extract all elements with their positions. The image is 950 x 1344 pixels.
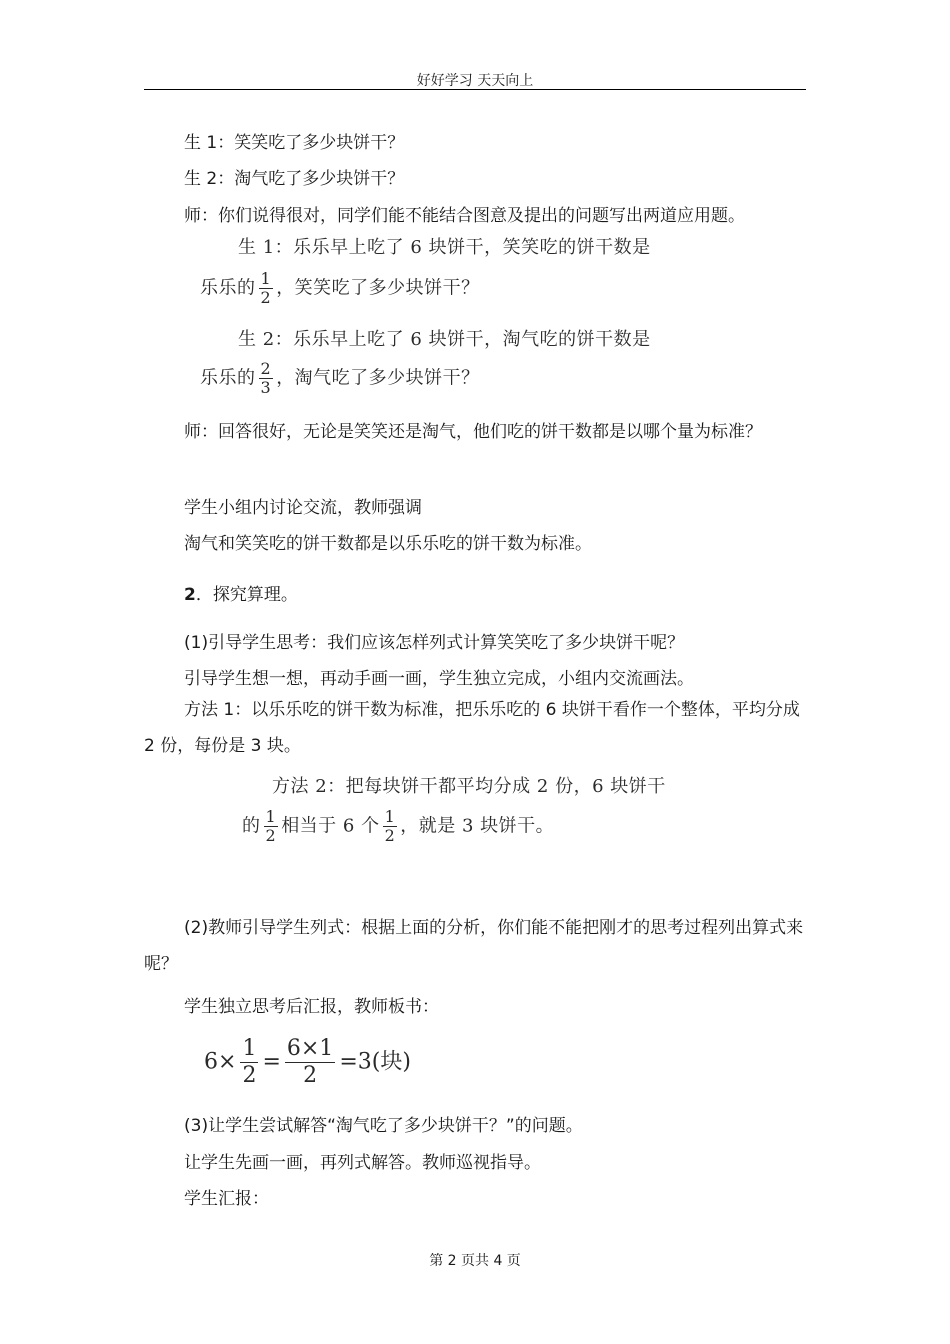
teacher-question-standard: 师：回答很好，无论是笑笑还是淘气，他们吃的饼干数都是以哪个量为标准？ bbox=[184, 422, 762, 442]
step1-question: (1)引导学生思考：我们应该怎样列式计算笑笑吃了多少块饼干呢？ bbox=[184, 633, 685, 653]
text-segment: 乐乐的 bbox=[200, 367, 256, 389]
step3-guidance: 让学生先画一画，再列式解答。教师巡视指导。 bbox=[184, 1153, 541, 1173]
fraction-two-thirds bbox=[259, 360, 274, 397]
equals-sign: = bbox=[262, 1049, 281, 1075]
section-title: ．探究算理。 bbox=[195, 585, 298, 605]
method2-line1: 方法 2：把每块饼干都平均分成 2 份，6 块饼干 bbox=[272, 776, 666, 797]
student2-question: 生 2：淘气吃了多少块饼干？ bbox=[184, 169, 405, 189]
method1-text: 方法 1：以乐乐吃的饼干数为标准，把乐乐吃的 6 块饼干看作一个整体，平均分成 2 份，每份是 3 块。 bbox=[144, 700, 800, 756]
formula-fraction bbox=[240, 1036, 258, 1089]
fraction-numerator: 1 bbox=[242, 1036, 257, 1061]
fraction-denominator: 2 bbox=[384, 826, 396, 845]
scanned-problem2-line2 bbox=[200, 360, 480, 397]
fraction-numerator: 2 bbox=[260, 359, 272, 378]
scanned-problem1-line1: 生 1：乐乐早上吃了 6 块饼干，笑笑吃的饼干数是 bbox=[238, 237, 651, 258]
text-segment: 相当于 6 个 bbox=[281, 815, 380, 837]
step2-question: (2)教师引导学生列式：根据上面的分析，你们能不能把刚才的思考过程列出算式来呢？ bbox=[144, 918, 804, 974]
fraction-one-half bbox=[264, 808, 279, 845]
header-divider bbox=[144, 89, 806, 90]
calculation-formula bbox=[204, 1036, 411, 1089]
section-number: 2 bbox=[184, 585, 196, 605]
formula-term: 6× bbox=[204, 1049, 237, 1075]
fraction-numerator: 1 bbox=[265, 807, 277, 826]
page-header: 好好学习 天天向上 bbox=[416, 73, 534, 89]
text-segment: 乐乐的 bbox=[200, 277, 256, 299]
student1-question: 生 1：笑笑吃了多少块饼干？ bbox=[184, 133, 405, 153]
standard-conclusion: 淘气和笑笑吃的饼干数都是以乐乐吃的饼干数为标准。 bbox=[184, 534, 592, 554]
fraction-one-half bbox=[383, 808, 398, 845]
scanned-problem2-line1: 生 2：乐乐早上吃了 6 块饼干，淘气吃的饼干数是 bbox=[238, 329, 651, 350]
board-writing-intro: 学生独立思考后汇报，教师板书： bbox=[184, 997, 439, 1017]
text-segment: 的 bbox=[242, 815, 261, 837]
fraction-one-half bbox=[259, 270, 274, 307]
fraction-denominator: 2 bbox=[260, 288, 272, 307]
step3-question: (3)让学生尝试解答“淘气吃了多少块饼干？”的问题。 bbox=[184, 1116, 583, 1136]
formula-fraction bbox=[285, 1036, 335, 1089]
fraction-numerator: 1 bbox=[384, 807, 396, 826]
student-report-label: 学生汇报： bbox=[184, 1189, 269, 1209]
section-2-heading bbox=[184, 580, 298, 605]
scanned-problem1-line2 bbox=[200, 270, 480, 307]
fraction-denominator: 2 bbox=[242, 1063, 257, 1088]
text-segment: ，笑笑吃了多少块饼干？ bbox=[276, 277, 480, 299]
formula-result: =3(块) bbox=[339, 1049, 411, 1075]
text-segment: ，淘气吃了多少块饼干？ bbox=[276, 367, 480, 389]
fraction-denominator: 2 bbox=[303, 1063, 318, 1088]
group-discussion-text: 学生小组内讨论交流，教师强调 bbox=[184, 498, 422, 518]
fraction-denominator: 2 bbox=[265, 826, 277, 845]
fraction-numerator: 1 bbox=[260, 269, 272, 288]
text-segment: ，就是 3 块饼干。 bbox=[400, 815, 555, 837]
method2-line2 bbox=[242, 808, 554, 845]
step1-guidance: 引导学生想一想，再动手画一画，学生独立完成，小组内交流画法。 bbox=[184, 669, 694, 689]
fraction-numerator: 6×1 bbox=[286, 1036, 334, 1061]
page-footer: 第 2 页共 4 页 bbox=[429, 1253, 521, 1269]
teacher-prompt: 师：你们说得很对，同学们能不能结合图意及提出的问题写出两道应用题。 bbox=[184, 206, 745, 226]
fraction-denominator: 3 bbox=[260, 378, 272, 397]
